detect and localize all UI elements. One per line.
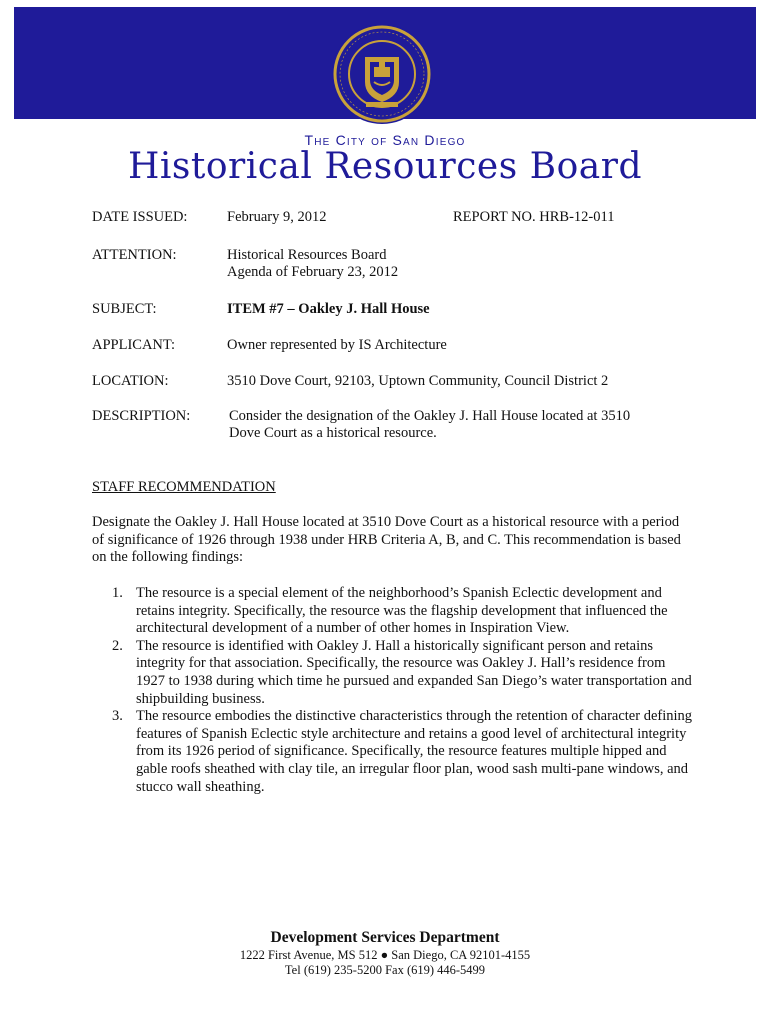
- city-line: The City of San Diego: [304, 132, 466, 148]
- footer-phone: Tel (619) 235-5200 Fax (619) 446-5499: [284, 963, 486, 977]
- attention-label: ATTENTION:: [92, 247, 177, 263]
- list-item: [92, 708, 692, 796]
- date-label: DATE ISSUED:: [92, 209, 188, 225]
- finding-number: 2.: [112, 637, 123, 654]
- list-item: [92, 585, 692, 638]
- attention-line-2: Agenda of February 23, 2012: [227, 264, 399, 280]
- finding-number: 3.: [112, 708, 123, 725]
- footer-address: 1222 First Avenue, MS 512 ● San Diego, CA 92101-4155: [239, 948, 531, 962]
- location-label: LOCATION:: [92, 373, 169, 389]
- applicant-value: Owner represented by IS Architecture: [227, 337, 447, 353]
- finding-text: The resource is a special element of the neighborhood’s Spanish Eclectic development and retains integrity. Specifically, the resource was the flagship development that influenced the architectural development of a number of other homes in Inspiration View.: [136, 585, 668, 637]
- city-seal-icon: [330, 22, 434, 126]
- list-item: [92, 638, 692, 708]
- subject-value: ITEM #7 – Oakley J. Hall House: [227, 301, 430, 317]
- description-value: Consider the designation of the Oakley J. Hall House located at 3510 Dove Court as a historical resource.: [229, 408, 631, 441]
- findings-list: [92, 585, 692, 796]
- applicant-label: APPLICANT:: [92, 337, 176, 353]
- attention-line-1: Historical Resources Board: [227, 247, 387, 263]
- date-value: February 9, 2012: [227, 209, 327, 225]
- description-label: DESCRIPTION:: [92, 408, 191, 424]
- report-number: REPORT NO. HRB-12-011: [453, 209, 615, 225]
- recommendation-paragraph: Designate the Oakley J. Hall House located at 3510 Dove Court as a historical resource with a period of significance of 1926 through 1938 under HRB Criteria A, B, and C. This recommendation is based on the following findings:: [92, 514, 681, 565]
- board-title: Historical Resources Board: [127, 146, 642, 187]
- footer-department: Development Services Department: [270, 929, 500, 946]
- finding-text: The resource embodies the distinctive characteristics through the retention of character defining features of Spanish Eclectic style architecture and retains a good level of architectural integrity from its 1926 period of significance. Specifically, the resource features multiple hipped and gable roofs sheathed with clay tile, an irregular floor plan, wood sash multi-pane windows, and stucco wall sheathing.: [136, 708, 693, 795]
- subject-label: SUBJECT:: [92, 301, 157, 317]
- location-value: 3510 Dove Court, 92103, Uptown Community, Council District 2: [227, 373, 609, 389]
- finding-text: The resource is identified with Oakley J. Hall a historically significant person and retains integrity for that association. Specifically, the resource was Oakley J. Hall’s residence from 1927 to 1938 during which time he pursued and expanded San Diego’s water transportation and shipbuilding business.: [136, 637, 692, 707]
- finding-number: 1.: [112, 585, 123, 601]
- staff-recommendation-heading: STAFF RECOMMENDATION: [92, 479, 276, 495]
